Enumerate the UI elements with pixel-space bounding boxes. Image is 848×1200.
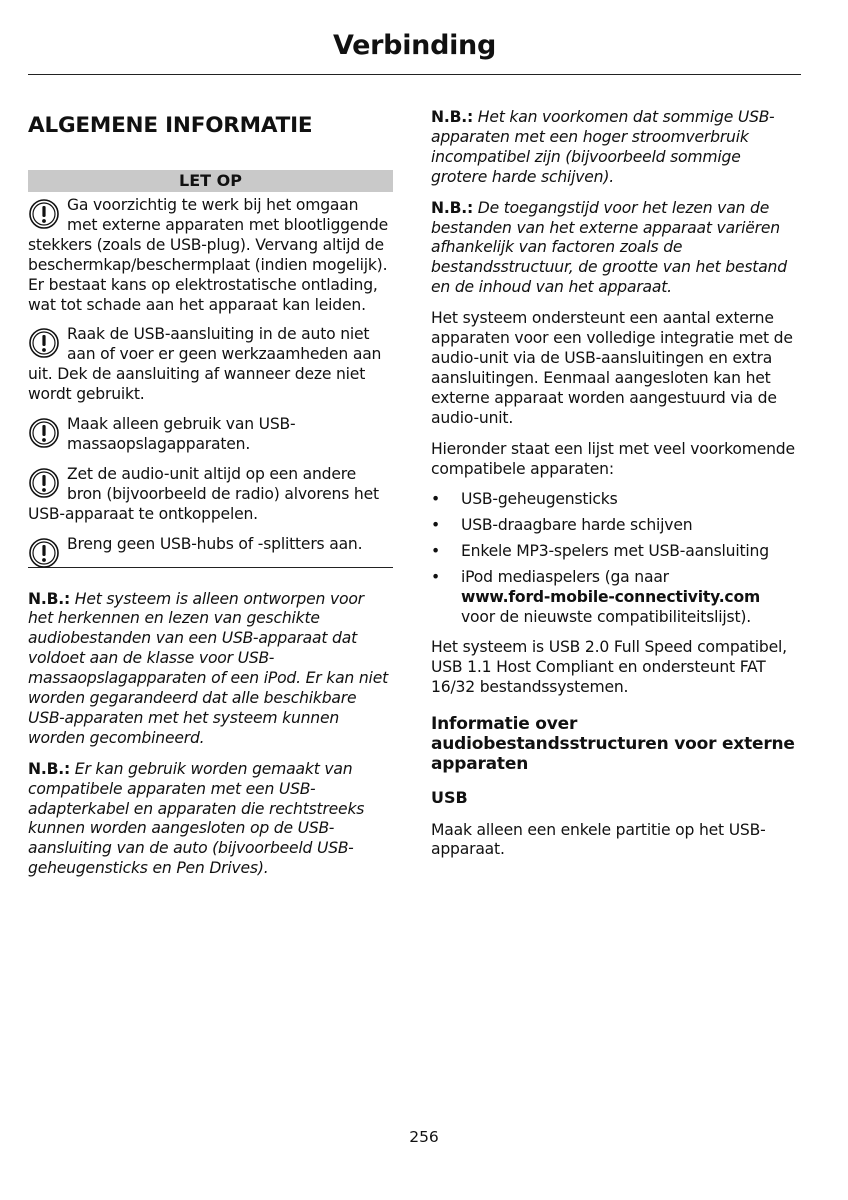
bullet-icon: •: [431, 542, 440, 561]
note-text: De toegangstijd voor het lezen van de bestanden van het externe apparaat variëren afhankelijk van factoren zoals de bestandsstructuur, de grootte van het bestand en de inhoud van het apparaat.: [431, 198, 787, 297]
bullet-icon: •: [431, 516, 440, 535]
note-text: Het systeem is alleen ontworpen voor het herkennen en lezen van geschikte audiobestanden van een USB-apparaat dat voldoet aan de klasse voor USB-massaopslagapparaten of een iPod. Er kan niet worden gegarandeerd dat alle beschikbare USB-apparaten met het systeem kunnen worden gecombineerd.: [28, 589, 388, 747]
exclamation-warning-icon: [28, 417, 60, 449]
note-label: N.B.:: [28, 589, 71, 608]
body-paragraph: Het systeem is USB 2.0 Full Speed compatibel, USB 1.1 Host Compliant en ondersteunt FAT 16/32 bestandssystemen.: [431, 637, 787, 696]
note-paragraph: [431, 108, 796, 188]
ford-connectivity-link[interactable]: www.ford-mobile-connectivity.com: [461, 588, 761, 607]
body-paragraph: Maak alleen een enkele partitie op het USB-apparaat.: [431, 820, 766, 859]
warning-item: [28, 325, 393, 405]
warning-text: Raak de USB-aansluiting in de auto niet aan of voer er geen werkzaamheden aan uit. Dek de aansluiting af wanneer deze niet wordt gebruikt.: [28, 325, 382, 404]
warning-item: [28, 415, 393, 455]
left-column: [28, 108, 393, 890]
note-label: N.B.:: [431, 108, 474, 126]
right-column: [431, 108, 796, 871]
warning-item: [28, 535, 393, 555]
list-item: • iPod mediaspelers (ga naar www.ford-mobile-connectivity.com voor de nieuwste compatibiliteitslijst).: [431, 568, 761, 626]
exclamation-warning-icon: [28, 327, 60, 359]
exclamation-warning-icon: [28, 467, 60, 499]
note-paragraph: [28, 760, 393, 879]
page-header: [28, 30, 801, 75]
warning-label: LET OP: [28, 170, 393, 192]
warning-item: [28, 196, 393, 315]
list-item: • USB-geheugensticks: [431, 490, 618, 509]
section-title: ALGEMENE INFORMATIE: [28, 113, 313, 138]
note-paragraph: [28, 590, 393, 749]
bullet-icon: •: [431, 568, 440, 587]
usb-heading: USB: [431, 787, 468, 807]
note-text: Er kan gebruik worden gemaakt van compatibele apparaten met een USB-adapterkabel en apparaten die rechtstreeks kunnen worden aangesloten op de USB-aansluiting van de auto (bijvoorbeeld USB-geheugensticks en Pen Drives).: [28, 759, 365, 878]
warning-text: Breng geen USB-hubs of -splitters aan.: [67, 534, 363, 553]
subsection-title: Informatie over audiobestandsstructuren voor externe apparaten: [431, 713, 795, 774]
warning-item: [28, 465, 393, 525]
warning-text: Zet de audio-unit altijd op een andere bron (bijvoorbeeld de radio) alvorens het USB-apparaat te ontkoppelen.: [28, 464, 379, 523]
page-title: Verbinding: [333, 30, 496, 61]
body-paragraph: Het systeem ondersteunt een aantal externe apparaten voor een volledige integratie met de audio-unit via de USB-aansluitingen en extra aansluitingen. Eenmaal aangesloten kan het externe apparaat worden aangestuurd via de audio-unit.: [431, 309, 793, 427]
note-paragraph: [431, 199, 796, 299]
device-list: [431, 490, 796, 627]
body-paragraph: Hieronder staat een lijst met veel voorkomende compatibele apparaten:: [431, 439, 795, 478]
bullet-icon: •: [431, 490, 440, 509]
list-item: • Enkele MP3-spelers met USB-aansluiting: [431, 542, 769, 561]
list-item: • USB-draagbare harde schijven: [431, 516, 693, 535]
note-text: Het kan voorkomen dat sommige USB-apparaten met een hoger stroomverbruik incompatibel zijn (bijvoorbeeld sommige grotere harde schijven).: [431, 108, 775, 186]
warning-text: Maak alleen gebruik van USB-massaopslagapparaten.: [67, 415, 296, 453]
warning-text: Ga voorzichtig te werk bij het omgaan met externe apparaten met blootliggende stekkers (zoals de USB-plug). Vervang altijd de beschermkap/beschermplaat (indien mogelijk). Er bestaat kans op elektrostatische ontlading, wat tot schade aan het apparaat kan leiden.: [28, 196, 389, 314]
note-label: N.B.:: [28, 759, 71, 778]
warning-list: [28, 196, 393, 568]
exclamation-warning-icon: [28, 198, 60, 230]
note-label: N.B.:: [431, 198, 474, 217]
page-number: 256: [409, 1128, 439, 1146]
exclamation-warning-icon: [28, 537, 60, 569]
